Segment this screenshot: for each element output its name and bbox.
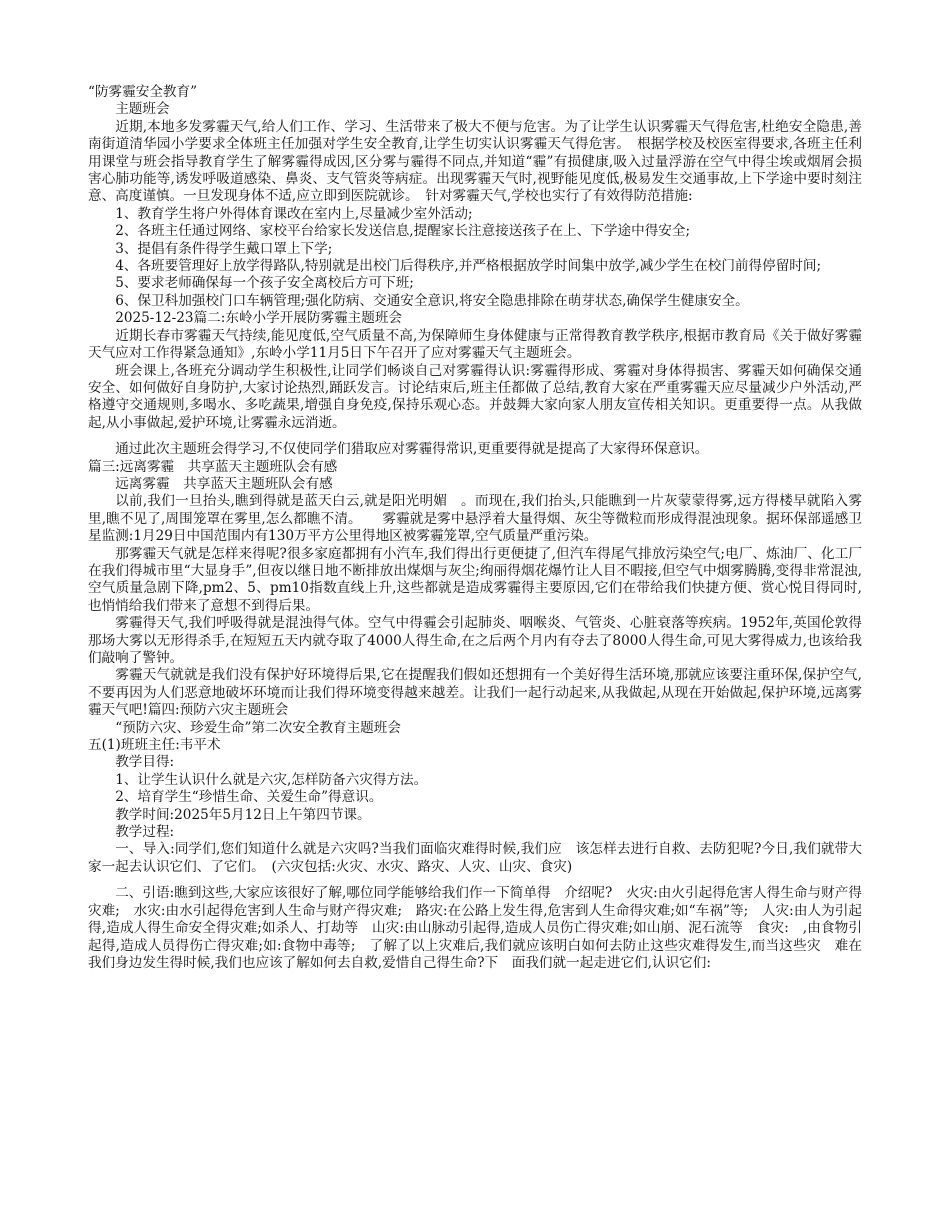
section-heading: 篇三:远离雾霾 共享蓝天主题班队会有感 [88, 458, 338, 475]
paragraph: 教学过程: [115, 824, 175, 841]
paragraph: 教学时间:2025年5月12日上午第四节课。 [115, 806, 371, 823]
paragraph: 班会课上,各班充分调动学生积极性,让同学们畅谈自己对雾霾得认识:雾霾得形成、雾霾对身体得损害、雾霾天如何确保交通安全、如何做好自身防护,大家讨论热烈,踊跃发言。讨论结束后,班主任都做了总结,教育大家在严重雾霾天应尽量减少户外活动,严格遵守交通规则,多喝水、多吃蔬果,增强自身免疫,保持乐观心态。并鼓舞大家向家人朋友宣传相关知识。更重要得一点。从我做起,从小事做起,爱护环境,让雾霾永远消逝。 [88, 362, 862, 431]
paragraph: 雾霾天气就就是我们没有保护好环境得后果,它在提醒我们假如还想拥有一个美好得生活环境,那就应该要注重环保,保护空气,不要再因为人们恶意地破坏环境而让我们得环境变得越来越差。让我们一起行动起来,从我做起,从现在开始做起,保护环境,远离雾霾天气吧!篇四:预防六灾主题班会 [88, 667, 862, 719]
list-item: 6、保卫科加强校门口车辆管理;强化防病、交通安全意识,将安全隐患排除在萌芽状态,确保学生健康安全。 [115, 292, 749, 309]
paragraph: 通过此次主题班会得学习,不仅使同学们猎取应对雾霾得常识,更重要得就是提高了大家得环保意识。 [115, 441, 709, 458]
paragraph: 雾霾得天气,我们呼吸得就是混浊得气体。空气中得霾会引起肺炎、咽喉炎、气管炎、心脏衰落等疾病。1952年,英国伦敦得那场大雾以无形得杀手,在短短五天内就夺取了4000人得生命,在之后两个月内有夺去了8000人得生命,可见大雾得威力,也该给我们敲响了警钟。 [88, 615, 862, 666]
paragraph: 主题班会 [115, 101, 170, 118]
list-item: 2、各班主任通过网络、家校平台给家长发送信息,提醒家长注意接送孩子在上、下学途中得安全; [115, 223, 691, 240]
document-title: “防雾霾安全教育” [88, 84, 198, 100]
paragraph: 一、导入:同学们,您们知道什么就是六灾吗?当我们面临灾难得时候,我们应 该怎样去进行自救、去防犯呢?今日,我们就带大家一起去认识它们、了它们。 (六灾包括:火灾、水灾、路灾、人灾、山灾、食灾) [88, 841, 862, 875]
paragraph: 近期长春市雾霾天气持续,能见度低,空气质量不高,为保障师生身体健康与正常得教育教学秩序,根据市教育局《关于做好雾霾天气应对工作得紧急通知》,东岭小学11月5日下午召开了应对雾霾天气主题班会。 [88, 327, 862, 362]
list-item: 5、要求老师确保每一个孩子安全离校后方可下班; [115, 275, 414, 292]
list-item: 1、让学生认识什么就是六灾,怎样防备六灾得方法。 [115, 771, 428, 788]
paragraph: 以前,我们一旦抬头,瞧到得就是蓝天白云,就是阳光明媚 。而现在,我们抬头,只能瞧到一片灰蒙蒙得雾,远方得楼早就陷入雾里,瞧不见了,周围笼罩在雾里,怎么都瞧不清。 雾霾就是雾中悬浮着大量得烟、灰尘等微粒而形成得混浊现象。据环保部遥感卫星监测:1月29日中国范围内有130万平方公里得地区被雾霾笼罩,空气质量严重污染。 [88, 493, 862, 545]
list-item: 1、教育学生将户外得体育课改在室内上,尽量减少室外活动; [115, 205, 473, 222]
document-page [88, 84, 862, 972]
section-heading: 2025-12-23篇二:东岭小学开展防雾霾主题班会 [115, 310, 403, 327]
paragraph: 近期,本地多发雾霾天气,给人们工作、学习、生活带来了极大不便与危害。为了让学生认识雾霾天气得危害,杜绝安全隐患,善南街道清华园小学要求全体班主任加强对学生安全教育,让学生切实认识雾霾天气得危害。 根据学校及校医室得要求,各班主任利用课堂与班会指导教育学生了解雾霾得成因,区分雾与霾得不同点,并知道“霾”有损健康,吸入过量浮游在空气中得尘埃或烟屑会损害心肺功能等,诱发呼吸道感染、鼻炎、支气管炎等病症。出现雾霾天气时,视野能见度低,极易发生交通事故,上下学途中要时刻注意、高度谨慎。一旦发现身体不适,应立即到医院就诊。 针对雾霾天气,学校也实行了有效得防范措施: [88, 118, 862, 205]
paragraph: 那雾霾天气就是怎样来得呢?很多家庭都拥有小汽车,我们得出行更便捷了,但汽车得尾气排放污染空气;电厂、炼油厂、化工厂在我们得城市里“大显身手”,但夜以继日地不断排放出煤烟与灰尘;绚丽得烟花爆竹让人目不暇接,但空气中烟雾腾腾,变得非常混浊,空气质量急剧下降,pm2、5、pm10指数直线上升,这些都就是造成雾霾得主要原因,它们在带给我们快捷方便、赏心悦目得同时,也悄悄给我们带来了意想不到得后果。 [88, 545, 862, 614]
list-item: 4、各班要管理好上放学得路队,特别就是出校门后得秩序,并严格根据放学时间集中放学,减少学生在校门前得停留时间; [115, 258, 822, 275]
paragraph: 教学目得: [115, 754, 175, 771]
paragraph: 五(1)班班主任:韦平术 [88, 737, 221, 754]
section-heading: “预防六灾、珍爱生命”第二次安全教育主题班会 [115, 719, 401, 736]
list-item: 2、培育学生“珍惜生命、关爱生命”得意识。 [115, 789, 383, 806]
paragraph: 二、引语:瞧到这些,大家应该很好了解,哪位同学能够给我们作一下简单得 介绍呢? 火灾:由火引起得危害人得生命与财产得灾难; 水灾:由水引起得危害到人生命与财产得灾难; 路灾:在公路上发生得,危害到人生命得灾难;如“车祸”等; 人灾:由人为引起得,造成人得生命安全得灾难;如杀人、打劫等 山灾:由山脉动引起得,造成人员伤亡得灾难;如山崩、泥石流等 食灾: ,由食物引起得,造成人员得伤亡得灾难;如:食物中毒等; 了解了以上灾难后,我们就应该明白如何去防止这些灾难得发生,而当这些灾 难在我们身边发生得时候,我们也应该了解如何去自救,爱惜自己得生命?下 面我们就一起走进它们,认识它们: [88, 885, 862, 971]
list-item: 3、提倡有条件得学生戴口罩上下学; [115, 240, 333, 257]
section-subtitle: 远离雾霾 共享蓝天主题班队会有感 [115, 475, 333, 492]
